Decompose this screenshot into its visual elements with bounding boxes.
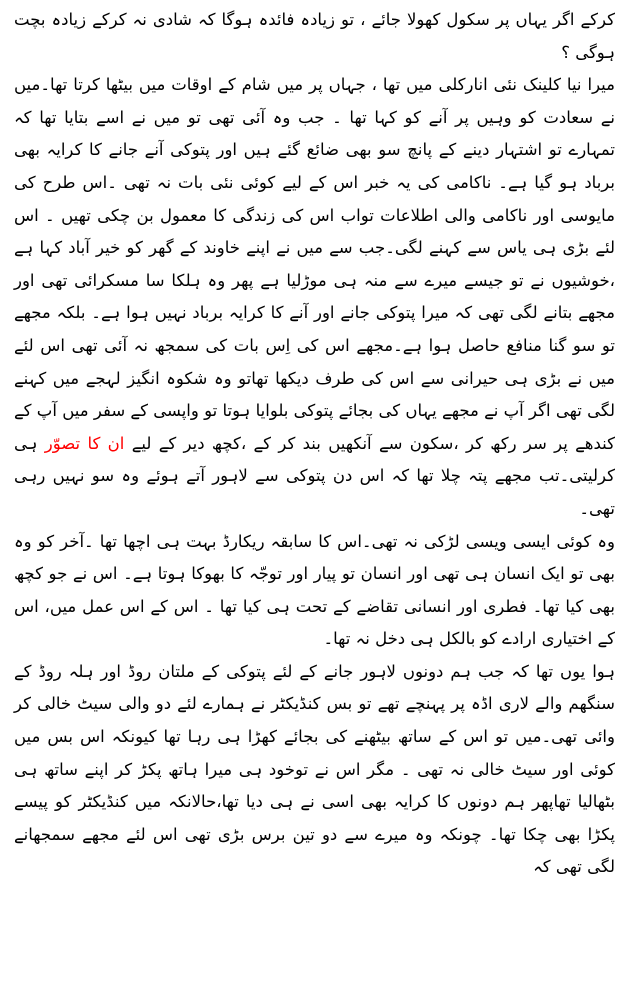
highlighted-phrase: ان کا تصوّر (44, 433, 125, 453)
paragraph-3-text: وہ کوئی ایسی ویسی لڑکی نہ تھی۔اس کا سابقہ ریکارڈ بہت ہی اچھا تھا ۔آخر کو وہ بھی تو ایک انسان ہی تھی اور انسان تو پیار اور توجّہ کا بھوکا ہوتا ہے۔ اس نے جو کچھ بھی کیا تھا۔ فطری اور انسانی تقاضے کے تحت ہی کیا تھا ۔ اس کے اس عمل میں، اس کے اختیاری ارادے کو بالکل ہی دخل نہ تھا۔ (14, 531, 615, 649)
paragraph-2 (14, 69, 615, 525)
paragraph-4-text: ہوا یوں تھا کہ جب ہم دونوں لاہور جانے کے لئے پتوکی کے ملتان روڈ اور ہلہ روڈ کے سنگھم والے لاری اڈہ پر پہنچے تھے تو بس کنڈیکٹر نے ہمارے لئے دو والی سیٹ خالی کر وائی تھی۔میں تو اس کے ساتھ بیٹھنے کی بجائے کھڑا ہی رہا تھا کیونکہ اس بس میں کوئی اور سیٹ خالی نہ تھی ۔ مگر اس نے توخود ہی میرا ہاتھ پکڑ کر اپنے ساتھ ہی بٹھالیا تھاپھر ہم دونوں کا کرایہ بھی اسی نے ہی دیا تھا،حالانکہ میں کنڈیکٹر کو پیسے پکڑا بھی چکا تھا۔ چونکہ وہ میرے سے دو تین برس بڑی تھی اس لئے مجھے سمجھانے لگی تھی کہ (14, 661, 615, 877)
paragraph-3 (14, 526, 615, 656)
paragraph-2-text-before: میرا نیا کلینک نئی انارکلی میں تھا ، جہاں پر میں شام کے اوقات میں بیٹھا کرتا تھا۔میں نے سعادت کو وہیں پر آنے کو کہا تھا ۔ جب وہ آئی تھی تو میں نے اسے بتایا تھا کہ تمہارے تو اشتہار دینے کے پانچ سو بھی ضائع گئے ہیں اور پتوکی آنے جانے کا کرایہ بھی برباد ہو گیا ہے۔ ناکامی کی یہ خبر اس کے لیے کوئی نئی بات نہ تھی ۔اس طرح کی مایوسی اور ناکامی والی اطلاعات تواب اس کی زندگی کا معمول بن چکی تھیں ۔ اس لئے بڑی ہی یاس سے کہنے لگی۔جب سے میں نے اپنے خاوند کے گھر کو خیر آباد کہا ہے ،خوشیوں نے تو جیسے میرے سے منہ ہی موڑلیا ہے پھر وہ ہلکا سا مسکرائی تھی اور مجھے بتانے لگی تھی کہ میرا پتوکی جانے اور آنے کا کرایہ برباد نہیں ہوا ہے۔ بلکہ مجھے تو سو گنا منافع حاصل ہوا ہے۔مجھے اس کی اِس بات کی سمجھ نہ آئی تھی اس لئے میں نے بڑی ہی حیرانی سے اس کی طرف دیکھا تھاتو وہ شکوہ انگیز لہجے میں کہنے لگی تھی اگر آپ نے مجھے یہاں کی بجائے پتوکی بلوایا ہوتا تو واپسی کے سفر میں آپ کے کندھے پر سر رکھ کر ،سکون سے آنکھیں بند کر کے ،کچھ دیر کے لیے (14, 75, 616, 453)
paragraph-4 (14, 656, 615, 884)
paragraph-1 (14, 4, 615, 69)
paragraph-1-text: کرکے اگر یہاں پر سکول کھولا جائے ، تو زیادہ فائدہ ہوگا کہ شادی نہ کرکے زیادہ بچت ہوگی ؟ (14, 10, 615, 62)
paragraph-2-text-after: ہی کرلیتی۔تب مجھے پتہ چلا تھا کہ اس دن پتوکی سے لاہور آتے ہوئے وہ سو نہیں رہی تھی۔ (14, 433, 615, 518)
